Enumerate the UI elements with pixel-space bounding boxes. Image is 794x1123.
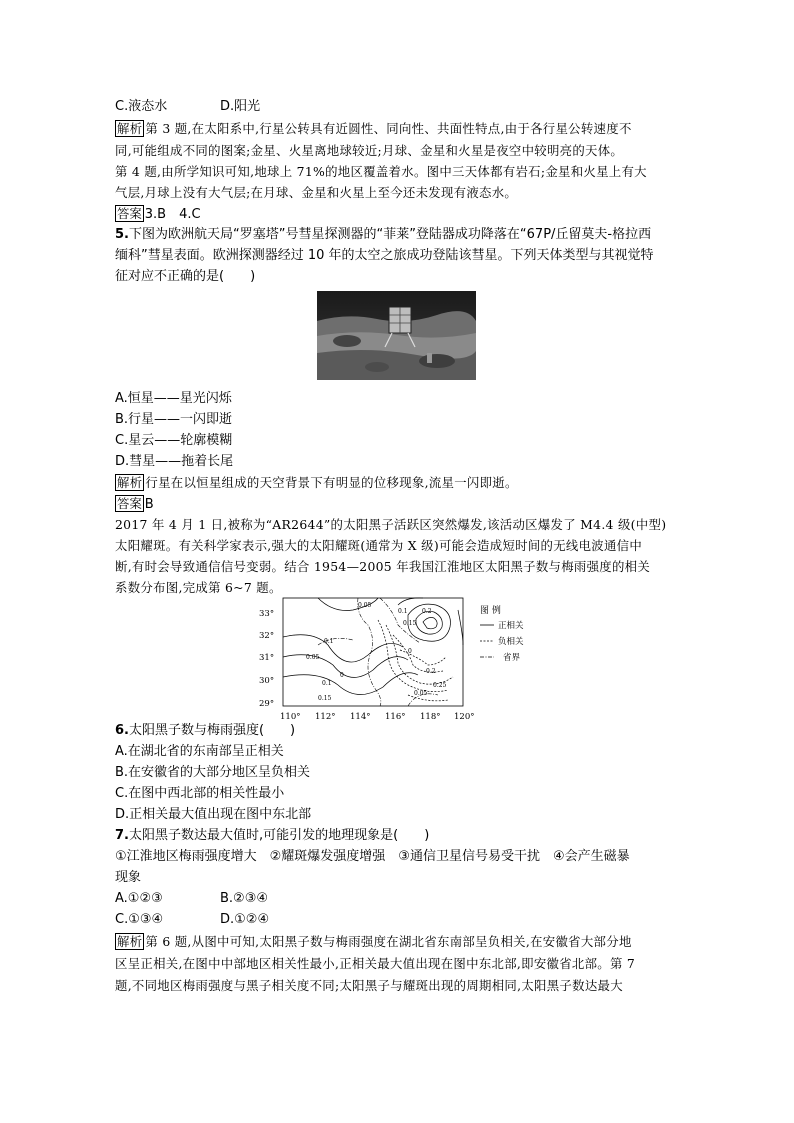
answer-tag: 答案	[117, 496, 142, 511]
question-5-line: 征对应不正确的是( )	[115, 269, 256, 284]
svg-text:0.1: 0.1	[398, 608, 408, 615]
explanation-line: 解析 第 6 题,从图中可知,太阳黑子数与梅雨强度在湖北省东南部呈负相关,在安徽省大部分地	[117, 934, 632, 949]
y-tick: 29°	[259, 699, 275, 709]
question-6-stem: 6.太阳黑子数与梅雨强度( )	[115, 723, 296, 738]
x-tick: 110°	[280, 712, 301, 722]
x-tick: 112°	[315, 712, 336, 722]
explanation-line: 气层,月球上没有大气层;在月球、金星和火星上至今还未发现有液态水。	[115, 185, 518, 200]
option-c: C.星云——轮廓模糊	[115, 433, 233, 448]
legend-border: 省界	[503, 653, 521, 663]
option-b: B.行星——一闪即逝	[115, 412, 233, 427]
intro-line: 断,有时会导致通信信号变弱。结合 1954—2005 年我国江淮地区太阳黑子数与梅雨强度的相关	[115, 559, 651, 574]
svg-text:0.15: 0.15	[403, 620, 417, 627]
svg-text:0.05: 0.05	[414, 690, 428, 697]
map-frame	[283, 598, 463, 706]
option-c: C.在图中西北部的相关性最小	[115, 786, 285, 801]
svg-text:0.1: 0.1	[324, 638, 334, 645]
svg-text:0.15: 0.15	[318, 695, 332, 702]
explanation-tag: 解析	[117, 121, 143, 136]
comet-lander-photo	[317, 291, 476, 380]
option-a: A.在湖北省的东南部呈正相关	[115, 744, 284, 759]
question-5-line: 5.下图为欧洲航天局“罗塞塔”号彗星探测器的“菲莱”登陆器成功降落在“67P/丘留莫夫-格拉西	[115, 227, 652, 242]
svg-text:0.05: 0.05	[358, 602, 372, 609]
x-tick: 116°	[385, 712, 406, 722]
answer-tag: 答案	[117, 206, 142, 221]
question-7-items: ①江淮地区梅雨强度增大 ②耀斑爆发强度增强 ③通信卫星信号易受干扰 ④会产生磁暴	[115, 849, 630, 864]
svg-text:0.1: 0.1	[322, 680, 332, 687]
svg-text:0: 0	[408, 648, 412, 655]
x-tick: 118°	[420, 712, 441, 722]
intro-line: 2017 年 4 月 1 日,被称为“AR2644”的太阳黑子活跃区突然爆发,该活动区爆发了 M4.4 级(中型)	[115, 517, 667, 532]
explanation-line: 解析 行星在以恒星组成的天空背景下有明显的位移现象,流星一闪即逝。	[117, 475, 518, 490]
explanation-tag: 解析	[117, 475, 143, 490]
option-a: A.①②③	[115, 891, 163, 906]
explanation-line: 解析 第 3 题,在太阳系中,行星公转具有近圆性、同向性、共面性特点,由于各行星公转速度不	[117, 121, 632, 136]
legend-positive: 正相关	[498, 621, 524, 631]
option-d: D.阳光	[220, 99, 261, 114]
explanation-line: 题,不同地区梅雨强度与黑子相关度不同;太阳黑子与耀斑出现的周期相同,太阳黑子数达最大	[115, 978, 623, 993]
svg-text:0: 0	[340, 672, 344, 679]
option-b: B.在安徽省的大部分地区呈负相关	[115, 765, 311, 780]
x-tick: 120°	[454, 712, 475, 722]
explanation-line: 同,可能组成不同的图案;金星、火星离地球较近;月球、金星和火星是夜空中较明亮的天体。	[115, 143, 624, 158]
correlation-map	[258, 595, 538, 723]
question-7-items: 现象	[115, 870, 142, 885]
option-c: C.①③④	[115, 912, 164, 927]
explanation-tag: 解析	[117, 934, 143, 949]
legend-negative: 负相关	[498, 637, 524, 647]
answer-line: 答案 3.B 4.C	[117, 206, 201, 222]
option-d: D.①②④	[220, 912, 270, 927]
option-d: D.正相关最大值出现在图中东北部	[115, 807, 312, 822]
option-d: D.彗星——拖着长尾	[115, 454, 234, 469]
question-5-line: 缅科”彗星表面。欧洲探测器经过 10 年的太空之旅成功登陆该彗星。下列天体类型与其视觉特	[115, 248, 654, 263]
option-b: B.②③④	[220, 891, 269, 906]
x-tick: 114°	[350, 712, 371, 722]
svg-text:0.2: 0.2	[426, 668, 436, 675]
legend-title: 图 例	[480, 606, 501, 616]
svg-text:0.2: 0.2	[422, 608, 432, 615]
intro-line: 系数分布图,完成第 6~7 题。	[115, 580, 282, 595]
y-tick: 31°	[259, 653, 275, 663]
explanation-line: 区呈正相关,在图中中部地区相关性最小,正相关最大值出现在图中东北部,即安徽省北部。第 7	[115, 956, 636, 971]
svg-text:0.25: 0.25	[433, 682, 447, 689]
svg-text:0.05: 0.05	[306, 654, 320, 661]
y-tick: 30°	[259, 676, 275, 686]
question-7-stem: 7.太阳黑子数达最大值时,可能引发的地理现象是( )	[115, 828, 430, 843]
option-c: C.液态水	[115, 99, 168, 114]
y-tick: 32°	[259, 631, 275, 641]
explanation-line: 第 4 题,由所学知识可知,地球上 71%的地区覆盖着水。图中三天体都有岩石;金星和火星上有大	[115, 164, 647, 179]
answer-line: 答案 B	[117, 496, 154, 512]
intro-line: 太阳耀斑。有关科学家表示,强大的太阳耀斑(通常为 X 级)可能会造成短时间的无线电波通信中	[115, 538, 643, 553]
option-a: A.恒星——星光闪烁	[115, 391, 232, 406]
y-tick: 33°	[259, 609, 275, 619]
